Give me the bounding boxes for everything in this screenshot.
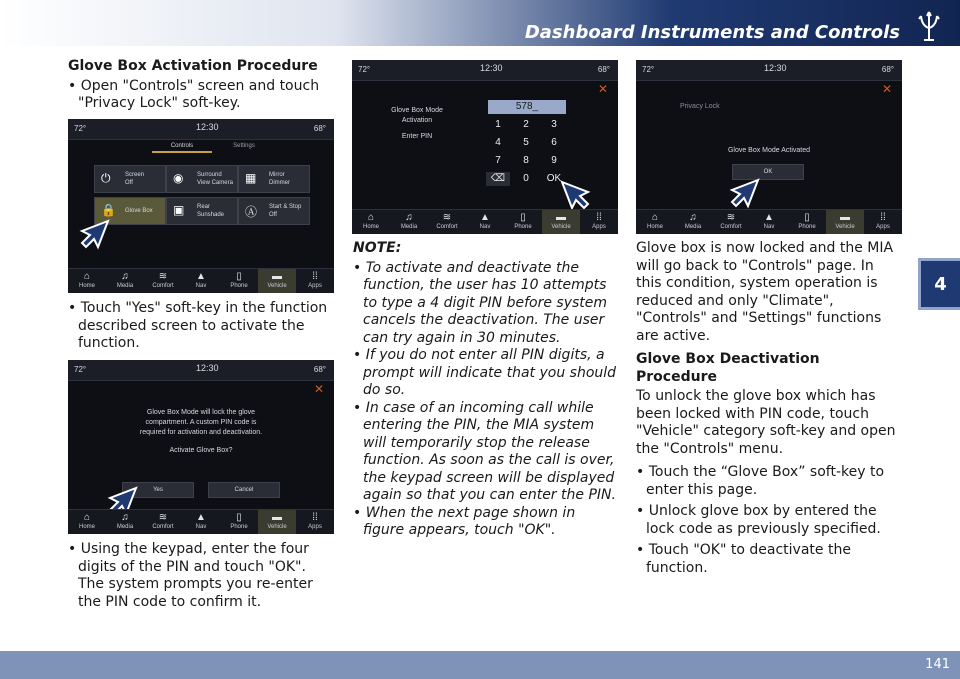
key-9[interactable]: 9 — [551, 155, 557, 166]
lock-icon: 🔒 — [101, 203, 116, 217]
key-2[interactable]: 2 — [523, 119, 529, 130]
key-1[interactable]: 1 — [495, 119, 501, 130]
nav-home[interactable]: ⌂ Home — [646, 212, 663, 230]
status-bar — [68, 119, 334, 140]
column-1 — [68, 58, 336, 117]
pin-input[interactable]: 578_ — [488, 100, 566, 114]
mirror-icon: ▦ — [245, 171, 257, 185]
activate-question: Activate Glove Box? — [169, 447, 233, 454]
close-icon[interactable]: ✕ — [597, 82, 608, 96]
nav-home[interactable]: ⌂ Home — [362, 212, 379, 230]
cancel-button[interactable]: Cancel — [208, 482, 280, 498]
nav-media[interactable]: ♫ Media — [400, 212, 418, 230]
glove-box-button[interactable]: 🔒 Glove Box — [94, 197, 166, 225]
temp-right: 68° — [313, 124, 326, 133]
yes-button[interactable]: Yes — [122, 482, 194, 498]
activation-heading: Glove Box Activation Procedure — [68, 58, 318, 74]
nav-vehicle[interactable]: ▬ Vehicle — [542, 210, 580, 234]
nav-apps[interactable]: ⁞⁞ Apps — [308, 271, 322, 289]
activation-step-1: • Open "Controls" screen and touch "Privacy Lock" soft-key. — [68, 78, 336, 113]
nav-vehicle[interactable]: ▬ Vehicle — [826, 210, 864, 234]
locked-paragraph: Glove box is now locked and the MIA will go back to "Controls" page. In this condition, system operation is reduced and only "Climate", "Controls" and "Settings" functions are active. — [636, 240, 894, 344]
sunshade-icon: ▣ — [173, 203, 185, 217]
rear-sunshade-button[interactable]: ▣ Rear Sunshade — [166, 197, 238, 225]
clock: 12:30 — [196, 122, 219, 132]
start-stop-icon: Ⓐ — [245, 205, 258, 219]
activation-step-3: • Using the keypad, enter the four digits of the PIN and touch "OK". The system prompts you re-enter the PIN code to confirm it. — [68, 541, 336, 611]
temp-left: 72° — [74, 124, 87, 133]
backspace-key-icon[interactable]: ⌫ — [486, 172, 510, 186]
column-2 — [353, 240, 619, 540]
bottom-nav — [68, 509, 334, 534]
nav-phone[interactable]: ▯ Phone — [230, 512, 248, 530]
status-bar: 72° 12:30 68° — [352, 60, 618, 81]
tab-settings[interactable]: Settings — [233, 143, 255, 149]
nav-vehicle[interactable]: ▬ Vehicle — [258, 510, 296, 534]
nav-phone[interactable]: ▯ Phone — [798, 212, 816, 230]
deactivation-heading: Glove Box Deactivation Procedure — [636, 351, 820, 385]
nav-apps[interactable]: ⁞⁞ Apps — [592, 212, 606, 230]
mirror-dimmer-button[interactable]: ▦ Mirror Dimmer — [238, 165, 310, 193]
screenshot-controls — [68, 119, 334, 293]
nav-nav[interactable]: ▲ Nav — [479, 212, 491, 230]
page-number: 141 — [925, 657, 950, 672]
keypad-ok-button[interactable]: OK — [546, 173, 562, 184]
key-6[interactable]: 6 — [551, 137, 557, 148]
close-icon[interactable]: ✕ — [881, 82, 892, 96]
tab-controls[interactable]: Controls — [152, 141, 212, 153]
pointer-arrow-icon — [78, 217, 112, 251]
nav-home[interactable]: ⌂ Home — [78, 271, 95, 289]
status-bar: 72° 12:30 68° — [636, 60, 902, 81]
surround-camera-button[interactable]: ◉ Surround View Camera — [166, 165, 238, 193]
bottom-nav — [352, 209, 618, 234]
column-1-bottom — [68, 541, 336, 615]
key-4[interactable]: 4 — [495, 137, 501, 148]
deactivation-step-2: • Unlock glove box by entered the lock code as previously specified. — [636, 503, 902, 538]
bottom-nav — [68, 268, 334, 293]
bottom-nav — [636, 209, 902, 234]
pointer-arrow-icon — [728, 176, 762, 210]
nav-media[interactable]: ♫ Media — [116, 271, 134, 289]
power-icon: ⏻ — [101, 171, 111, 185]
trident-logo-icon — [916, 10, 942, 42]
nav-nav[interactable]: ▲ Nav — [195, 271, 207, 289]
note-1: • To activate and deactivate the function, the user has 10 attempts to type a 4 digit PIN before system cancels the deactivation. The user can try again in 30 minutes. — [353, 260, 619, 348]
deactivation-step-3: • Touch "OK" to deactivate the function. — [636, 542, 902, 577]
nav-comfort[interactable]: ≋ Comfort — [720, 212, 742, 230]
deactivation-paragraph: To unlock the glove box which has been locked with PIN code, touch "Vehicle" category soft-key and open the "Controls" menu. — [636, 388, 896, 457]
ok-button[interactable]: OK — [732, 164, 804, 180]
page-header — [0, 0, 960, 46]
pointer-arrow-icon — [558, 178, 592, 212]
nav-phone[interactable]: ▯ Phone — [514, 212, 532, 230]
screenshot-activated — [636, 60, 902, 234]
note-title: NOTE: — [353, 240, 402, 256]
keypad-title: Glove Box Mode Activation — [391, 107, 443, 124]
key-8[interactable]: 8 — [523, 155, 529, 166]
column-3 — [636, 240, 902, 581]
nav-phone[interactable]: ▯ Phone — [230, 271, 248, 289]
nav-media[interactable]: ♫ Media — [684, 212, 702, 230]
page-footer — [0, 651, 960, 679]
key-3[interactable]: 3 — [551, 119, 557, 130]
close-icon[interactable]: ✕ — [313, 382, 324, 396]
privacy-lock-title: Privacy Lock — [680, 103, 720, 110]
nav-home[interactable]: ⌂ Home — [78, 512, 95, 530]
enter-pin-label: Enter PIN — [401, 133, 433, 140]
key-0[interactable]: 0 — [523, 173, 529, 184]
deactivation-step-1: • Touch the “Glove Box” soft-key to enter this page. — [636, 464, 902, 499]
start-stop-button[interactable]: Ⓐ Start & Stop Off — [238, 197, 310, 225]
nav-nav[interactable]: ▲ Nav — [763, 212, 775, 230]
nav-media[interactable]: ♫ Media — [116, 512, 134, 530]
nav-apps[interactable]: ⁞⁞ Apps — [876, 212, 890, 230]
column-1-mid — [68, 300, 336, 357]
key-5[interactable]: 5 — [523, 137, 529, 148]
key-7[interactable]: 7 — [495, 155, 501, 166]
note-2: • If you do not enter all PIN digits, a prompt will indicate that you should do so. — [353, 347, 619, 400]
nav-comfort[interactable]: ≋ Comfort — [152, 271, 174, 289]
camera-icon: ◉ — [173, 171, 184, 185]
nav-comfort[interactable]: ≋ Comfort — [152, 512, 174, 530]
activation-step-2: • Touch "Yes" soft-key in the function described screen to activate the function. — [68, 300, 336, 353]
note-4: • When the next page shown in figure appears, touch "OK". — [353, 505, 619, 540]
status-bar: 72° 12:30 68° — [68, 360, 334, 381]
screenshot-pin-keypad — [352, 60, 618, 234]
nav-apps[interactable]: ⁞⁞ Apps — [308, 512, 322, 530]
glove-box-message: Glove Box Mode will lock the glove compartment. A custom PIN code is required for activation and deactivation. — [139, 409, 263, 436]
nav-vehicle[interactable]: ▬ Vehicle — [258, 269, 296, 293]
nav-comfort[interactable]: ≋ Comfort — [436, 212, 458, 230]
activated-message: Glove Box Mode Activated — [727, 147, 811, 154]
screenshot-activate-confirm — [68, 360, 334, 534]
header-title: Dashboard Instruments and Controls — [524, 22, 900, 43]
note-3: • In case of an incoming call while entering the PIN, the MIA system will temporarily stop the release function. As soon as the call is over, the keypad screen will be displayed again so that you can enter the PIN. — [353, 400, 619, 505]
nav-nav[interactable]: ▲ Nav — [195, 512, 207, 530]
chapter-tab: 4 — [918, 258, 960, 310]
screen-off-button[interactable]: ⏻ Screen Off — [94, 165, 166, 193]
